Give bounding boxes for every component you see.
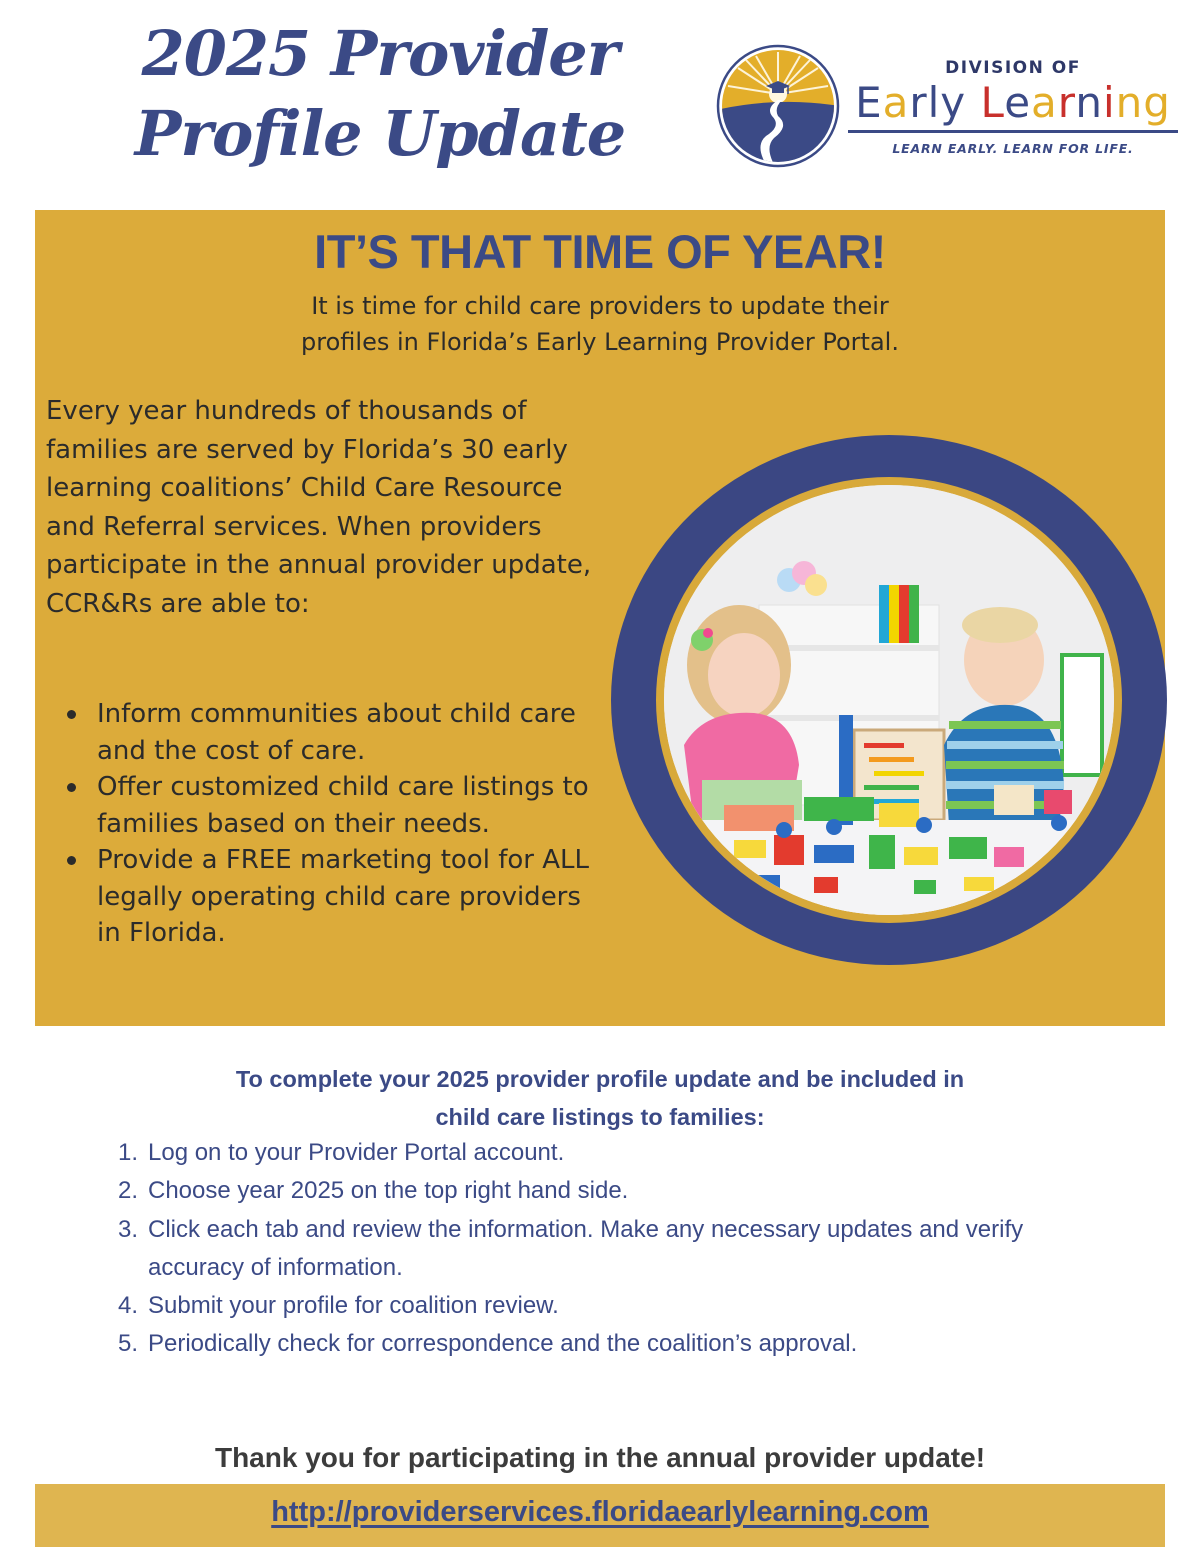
panel-body-text: Every year hundreds of thousands of families are served by Florida’s 30 early learning coalitions’ Child Care Resource and Referral services. When providers participate in the annual provider update, CCR&Rs are able to:: [46, 396, 592, 619]
announcement-panel: [35, 210, 1165, 1026]
step-item: 1. Log on to your Provider Portal account.: [118, 1139, 565, 1166]
title-line-2: Profile Update: [134, 97, 626, 170]
division-of-early-learning-logo: [716, 44, 1186, 172]
photo-frame-ring: [611, 435, 1167, 965]
page-title: [60, 14, 700, 174]
bullet-icon: [67, 783, 76, 792]
panel-heading: IT’S THAT TIME OF YEAR!: [314, 225, 886, 278]
logo-early-learning: Early Learning: [855, 78, 1171, 127]
panel-subheading: It is time for child care providers to update their profiles in Florida’s Early Learning Provider Portal.: [301, 292, 899, 356]
sun-graduation-cap-road-icon: [716, 44, 840, 168]
logo-wordmark: [848, 44, 1178, 156]
provider-services-link[interactable]: http://providerservices.floridaearlylearning.com: [271, 1496, 929, 1528]
step-item: 3. Click each tab and review the information. Make any necessary updates and verify accuracy of information.: [118, 1215, 1024, 1281]
children-playing-photo: [664, 485, 1114, 915]
bullet-icon: [67, 710, 76, 719]
benefits-list: [61, 696, 611, 952]
step-item: 4. Submit your profile for coalition review.: [118, 1292, 559, 1320]
instructions-heading: To complete your 2025 provider profile update and be included in child care listings to families:: [235, 1066, 965, 1130]
logo-tagline: LEARN EARLY. LEARN FOR LIFE.: [892, 141, 1134, 156]
instructions-steps: [118, 1134, 1098, 1364]
photo-frame-inner: [656, 477, 1122, 923]
footer-link-bar: [35, 1484, 1165, 1547]
thank-you-message: Thank you for participating in the annual provider update!: [214, 1442, 986, 1473]
logo-division-of: DIVISION OF: [945, 58, 1081, 78]
list-item: Inform communities about child care and the cost of care.: [61, 696, 611, 769]
bullet-icon: [67, 856, 76, 865]
logo-divider: [848, 130, 1178, 133]
step-item: 5. Periodically check for correspondence and the coalition’s approval.: [118, 1330, 858, 1358]
list-item: Provide a FREE marketing tool for ALL legally operating child care providers in Florida.: [61, 842, 611, 952]
list-item: Offer customized child care listings to families based on their needs.: [61, 769, 611, 842]
title-line-1: 2025 Provider: [141, 17, 619, 90]
step-item: 2. Choose year 2025 on the top right hand side.: [118, 1177, 629, 1205]
